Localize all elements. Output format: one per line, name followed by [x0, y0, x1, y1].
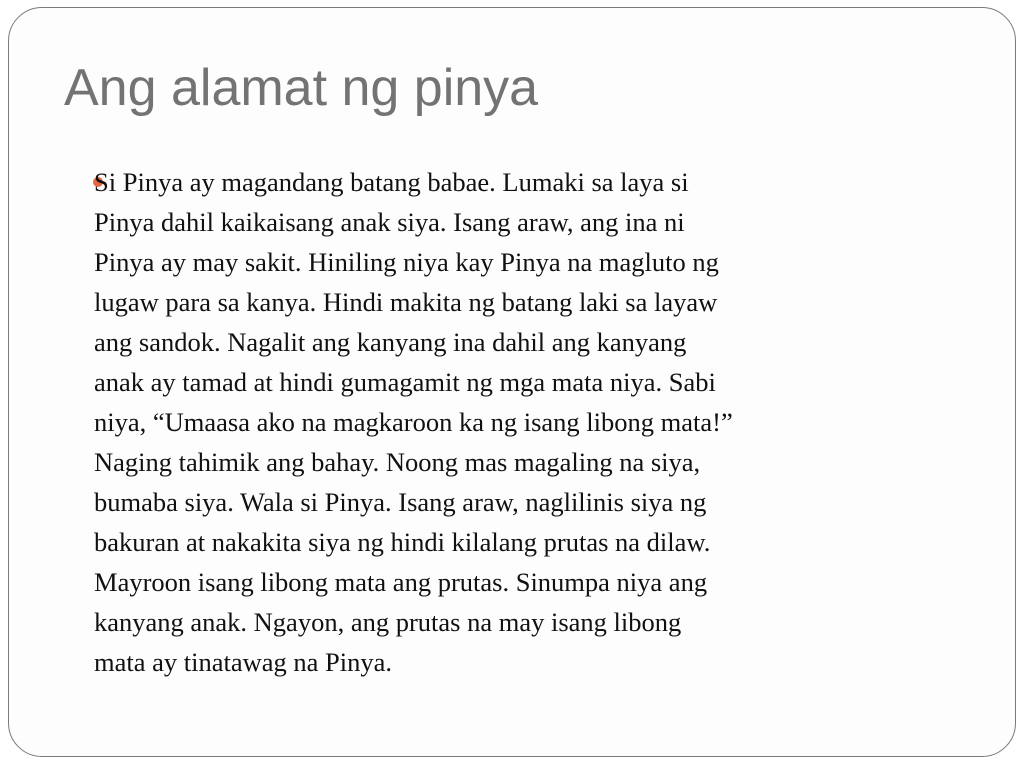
- paragraph-line: ang sandok. Nagalit ang kanyang ina dahil ang kanyang: [94, 327, 687, 357]
- slide-title: Ang alamat ng pinya: [64, 59, 539, 117]
- slide-frame: [8, 7, 1016, 757]
- paragraph-line: Pinya ay may sakit. Hiniling niya kay Pinya na magluto ng: [94, 247, 719, 277]
- paragraph-line: Naging tahimik ang bahay. Noong mas magaling na siya,: [94, 447, 701, 477]
- paragraph-line: Pinya dahil kaikaisang anak siya. Isang araw, ang ina ni: [94, 207, 685, 237]
- paragraph-line: lugaw para sa kanya. Hindi makita ng batang laki sa layaw: [94, 287, 718, 317]
- paragraph-line: mata ay tinatawag na Pinya.: [94, 647, 393, 677]
- paragraph-line: Mayroon isang libong mata ang prutas. Sinumpa niya ang: [94, 567, 708, 597]
- paragraph-line: bumaba siya. Wala si Pinya. Isang araw, naglilinis siya ng: [94, 487, 707, 517]
- paragraph-line: anak ay tamad at hindi gumagamit ng mga mata niya. Sabi: [94, 367, 716, 397]
- paragraph-line: kanyang anak. Ngayon, ang prutas na may isang libong: [94, 607, 682, 637]
- paragraph-line: niya, “Umaasa ako na magkaroon ka ng isang libong mata!”: [94, 407, 733, 437]
- bullet-paragraph: [94, 162, 874, 682]
- paragraph-line: bakuran at nakakita siya ng hindi kilalang prutas na dilaw.: [94, 527, 711, 557]
- paragraph-line: Si Pinya ay magandang batang babae. Lumaki sa laya si: [94, 167, 689, 197]
